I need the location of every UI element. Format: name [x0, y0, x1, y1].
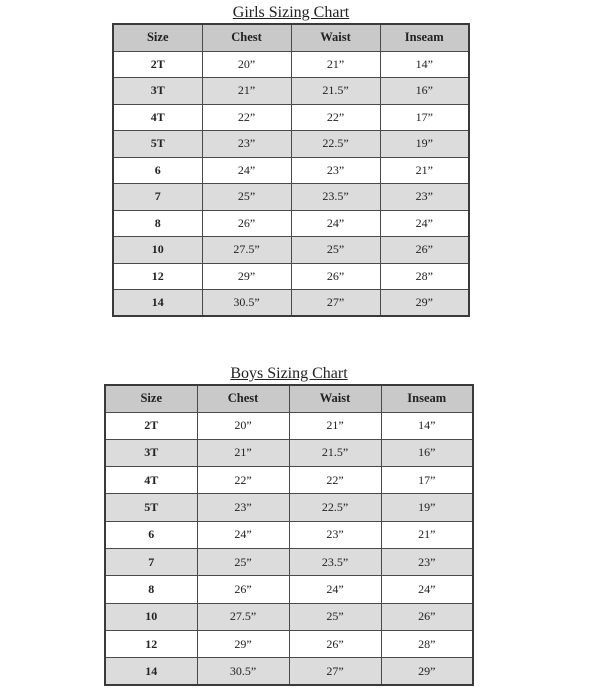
- table-row: [113, 290, 469, 317]
- waist-cell: 23.5”: [289, 548, 381, 575]
- table-row: [113, 237, 469, 264]
- waist-cell: 21”: [289, 412, 381, 439]
- size-cell: 4T: [113, 104, 202, 131]
- table-row: [113, 184, 469, 211]
- inseam-cell: 29”: [380, 290, 469, 317]
- inseam-cell: 17”: [381, 467, 473, 494]
- size-cell: 5T: [105, 494, 197, 521]
- chest-cell: 21”: [202, 78, 291, 105]
- inseam-cell: 24”: [381, 576, 473, 603]
- size-cell: 14: [105, 658, 197, 685]
- inseam-cell: 19”: [381, 494, 473, 521]
- table-row: [113, 104, 469, 131]
- chest-cell: 26”: [202, 210, 291, 237]
- waist-cell: 25”: [289, 603, 381, 630]
- size-cell: 2T: [113, 51, 202, 78]
- waist-cell: 21.5”: [291, 78, 380, 105]
- waist-cell: 25”: [291, 237, 380, 264]
- inseam-cell: 26”: [381, 603, 473, 630]
- waist-cell: 24”: [291, 210, 380, 237]
- waist-cell: 22”: [289, 467, 381, 494]
- chest-cell: 30.5”: [197, 658, 289, 685]
- inseam-cell: 24”: [380, 210, 469, 237]
- waist-cell: 23”: [289, 521, 381, 548]
- waist-cell: 21”: [291, 51, 380, 78]
- chest-cell: 24”: [197, 521, 289, 548]
- table-row: [105, 439, 473, 466]
- size-cell: 7: [113, 184, 202, 211]
- table-header-row: [105, 385, 473, 412]
- table-row: [105, 630, 473, 657]
- inseam-cell: 16”: [380, 78, 469, 105]
- inseam-cell: 21”: [380, 157, 469, 184]
- size-cell: 5T: [113, 131, 202, 158]
- waist-cell: 22.5”: [289, 494, 381, 521]
- size-cell: 8: [113, 210, 202, 237]
- inseam-column-header: Inseam: [380, 24, 469, 51]
- table-row: [113, 131, 469, 158]
- waist-cell: 23.5”: [291, 184, 380, 211]
- size-cell: 4T: [105, 467, 197, 494]
- chest-cell: 23”: [197, 494, 289, 521]
- girls-size-table: [112, 23, 470, 317]
- inseam-cell: 23”: [381, 548, 473, 575]
- table-row: [105, 548, 473, 575]
- chest-cell: 29”: [197, 630, 289, 657]
- inseam-cell: 26”: [380, 237, 469, 264]
- waist-cell: 26”: [291, 263, 380, 290]
- chest-cell: 24”: [202, 157, 291, 184]
- chest-column-header: Chest: [197, 385, 289, 412]
- table-row: [105, 467, 473, 494]
- size-column-header: Size: [113, 24, 202, 51]
- inseam-column-header: Inseam: [381, 385, 473, 412]
- waist-column-header: Waist: [289, 385, 381, 412]
- size-cell: 8: [105, 576, 197, 603]
- size-cell: 10: [105, 603, 197, 630]
- waist-cell: 24”: [289, 576, 381, 603]
- inseam-cell: 19”: [380, 131, 469, 158]
- size-cell: 6: [113, 157, 202, 184]
- inseam-cell: 21”: [381, 521, 473, 548]
- waist-cell: 27”: [291, 290, 380, 317]
- table-row: [105, 494, 473, 521]
- waist-cell: 26”: [289, 630, 381, 657]
- table-row: [113, 78, 469, 105]
- size-cell: 12: [105, 630, 197, 657]
- chest-cell: 20”: [202, 51, 291, 78]
- table-header-row: [113, 24, 469, 51]
- chest-column-header: Chest: [202, 24, 291, 51]
- size-cell: 3T: [113, 78, 202, 105]
- inseam-cell: 16”: [381, 439, 473, 466]
- table-row: [105, 521, 473, 548]
- girls-chart-title: Girls Sizing Chart: [232, 4, 350, 21]
- waist-cell: 22”: [291, 104, 380, 131]
- inseam-cell: 14”: [380, 51, 469, 78]
- inseam-cell: 14”: [381, 412, 473, 439]
- table-row: [105, 412, 473, 439]
- table-row: [113, 157, 469, 184]
- inseam-cell: 29”: [381, 658, 473, 685]
- waist-cell: 21.5”: [289, 439, 381, 466]
- chest-cell: 26”: [197, 576, 289, 603]
- size-cell: 12: [113, 263, 202, 290]
- size-cell: 2T: [105, 412, 197, 439]
- table-row: [113, 210, 469, 237]
- chest-cell: 22”: [202, 104, 291, 131]
- boys-chart-title: Boys Sizing Chart: [230, 365, 348, 382]
- chest-cell: 22”: [197, 467, 289, 494]
- chest-cell: 30.5”: [202, 290, 291, 317]
- waist-cell: 23”: [291, 157, 380, 184]
- chest-cell: 27.5”: [202, 237, 291, 264]
- boys-size-table: [104, 384, 474, 686]
- table-row: [105, 576, 473, 603]
- inseam-cell: 23”: [380, 184, 469, 211]
- size-cell: 7: [105, 548, 197, 575]
- size-cell: 6: [105, 521, 197, 548]
- table-row: [105, 658, 473, 685]
- chest-cell: 23”: [202, 131, 291, 158]
- chest-cell: 29”: [202, 263, 291, 290]
- inseam-cell: 17”: [380, 104, 469, 131]
- inseam-cell: 28”: [380, 263, 469, 290]
- table-row: [113, 51, 469, 78]
- chest-cell: 25”: [202, 184, 291, 211]
- chest-cell: 27.5”: [197, 603, 289, 630]
- table-row: [105, 603, 473, 630]
- size-cell: 14: [113, 290, 202, 317]
- inseam-cell: 28”: [381, 630, 473, 657]
- chest-cell: 20”: [197, 412, 289, 439]
- size-cell: 10: [113, 237, 202, 264]
- chest-cell: 21”: [197, 439, 289, 466]
- waist-cell: 27”: [289, 658, 381, 685]
- size-cell: 3T: [105, 439, 197, 466]
- table-row: [113, 263, 469, 290]
- size-column-header: Size: [105, 385, 197, 412]
- waist-cell: 22.5”: [291, 131, 380, 158]
- waist-column-header: Waist: [291, 24, 380, 51]
- chest-cell: 25”: [197, 548, 289, 575]
